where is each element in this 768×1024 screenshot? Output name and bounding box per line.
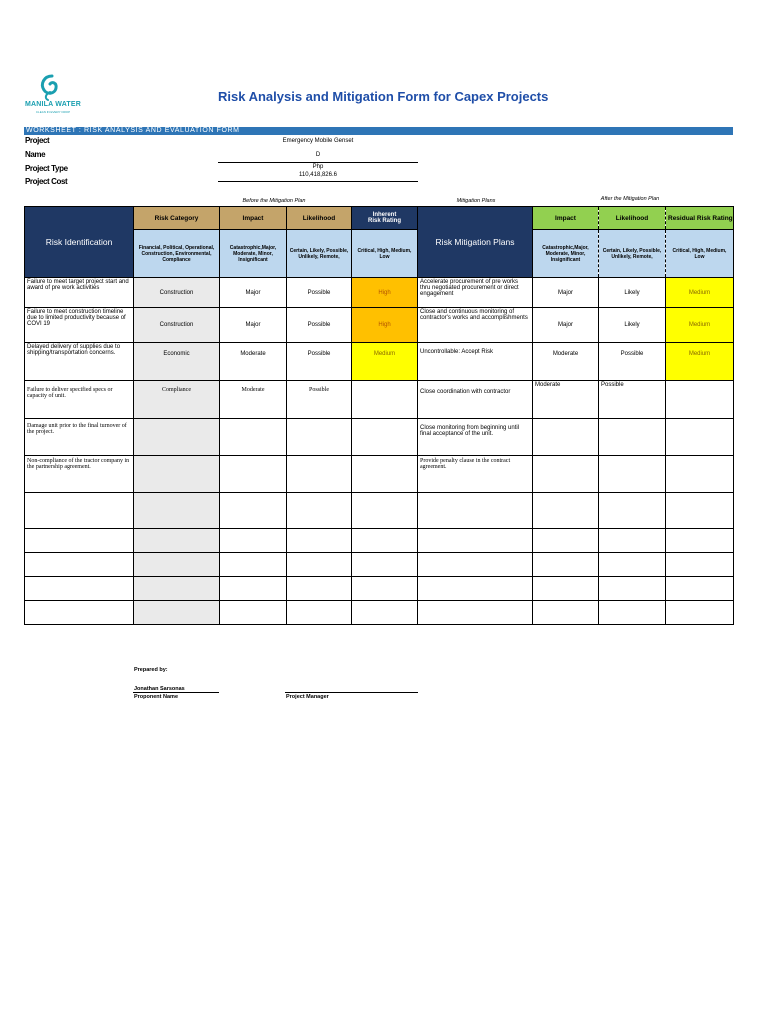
likelihood-cell[interactable]: Possible: [287, 381, 352, 419]
mitigation-plan-cell[interactable]: Uncontrollable: Accept Risk: [418, 343, 533, 381]
empty-cell[interactable]: [666, 529, 734, 553]
inherent-rating-cell[interactable]: [352, 419, 418, 456]
manager-signature-line: [285, 692, 418, 693]
empty-cell[interactable]: [220, 529, 287, 553]
empty-cell[interactable]: [599, 577, 666, 601]
name-value: D: [315, 152, 321, 158]
likelihood-after-cell[interactable]: Possible: [599, 381, 666, 419]
likelihood-after-cell[interactable]: Likely: [599, 278, 666, 308]
desc-residual-rating: Critical, High, Medium, Low: [666, 230, 734, 278]
likelihood-after-cell[interactable]: Possible: [599, 343, 666, 381]
risk-cell[interactable]: Failure to deliver specified specs or capacity of unit.: [25, 381, 134, 419]
header-impact: Impact: [220, 207, 287, 230]
table-row: [25, 278, 734, 308]
header-likelihood: Likelihood: [287, 207, 352, 230]
project-value: Emergency Mobile Genset: [282, 138, 354, 144]
impact-after-cell[interactable]: Moderate: [533, 381, 599, 419]
risk-cell[interactable]: Failure to meet target project start and award of pre work activities: [25, 278, 134, 308]
desc-impact: Catastrophic,Major, Moderate, Minor, Insignificant: [220, 230, 287, 278]
empty-cell[interactable]: [533, 553, 599, 577]
empty-cell[interactable]: [134, 553, 220, 577]
residual-rating-cell[interactable]: Medium: [666, 278, 734, 308]
likelihood-cell[interactable]: Possible: [287, 308, 352, 343]
empty-cell[interactable]: [418, 529, 533, 553]
empty-cell[interactable]: [599, 493, 666, 529]
proponent-label: Proponent Name: [134, 694, 179, 700]
empty-cell[interactable]: [134, 577, 220, 601]
empty-row: [25, 493, 734, 529]
worksheet-bar: WORKSHEET : RISK ANALYSIS AND EVALUATION FORM: [24, 127, 733, 135]
category-cell[interactable]: Compliance: [134, 381, 220, 419]
empty-cell[interactable]: [134, 493, 220, 529]
inherent-line2: Risk Rating: [367, 218, 401, 224]
cost-underline: [218, 181, 418, 182]
empty-cell[interactable]: [533, 493, 599, 529]
empty-cell[interactable]: [25, 493, 134, 529]
empty-cell[interactable]: [25, 529, 134, 553]
empty-cell[interactable]: [287, 601, 352, 625]
inherent-rating-cell[interactable]: High: [352, 308, 418, 343]
header-residual-risk-rating: Residual Risk Rating: [666, 207, 734, 230]
project-type-label: Project Type: [25, 164, 68, 173]
caption-after: After the Mitigation Plan: [600, 196, 660, 202]
category-cell[interactable]: [134, 419, 220, 456]
empty-cell[interactable]: [25, 601, 134, 625]
empty-cell[interactable]: [352, 577, 418, 601]
empty-cell[interactable]: [599, 553, 666, 577]
inherent-rating-cell[interactable]: High: [352, 278, 418, 308]
project-type-value: Php: [312, 164, 324, 170]
header-risk-identification: Risk Identification: [25, 207, 134, 278]
inherent-line1: Inherent: [372, 212, 397, 218]
empty-row: [25, 601, 734, 625]
name-label: Name: [25, 150, 46, 159]
table-row: [25, 381, 734, 419]
category-cell[interactable]: Economic: [134, 343, 220, 381]
risk-cell[interactable]: Damage unit prior to the final turnover of the project.: [25, 419, 134, 456]
empty-cell[interactable]: [287, 577, 352, 601]
empty-cell[interactable]: [352, 601, 418, 625]
empty-cell[interactable]: [220, 601, 287, 625]
empty-cell[interactable]: [287, 529, 352, 553]
empty-row: [25, 577, 734, 601]
impact-cell[interactable]: Major: [220, 278, 287, 308]
table-row: [25, 308, 734, 343]
inherent-rating-cell[interactable]: Medium: [352, 343, 418, 381]
likelihood-after-cell[interactable]: Likely: [599, 308, 666, 343]
project-label: Project: [25, 136, 50, 145]
empty-row: [25, 529, 734, 553]
empty-cell[interactable]: [533, 577, 599, 601]
empty-row: [25, 553, 734, 577]
empty-cell[interactable]: [599, 529, 666, 553]
impact-cell[interactable]: [220, 419, 287, 456]
project-cost-value: 110,418,826.6: [299, 172, 337, 178]
mitigation-plan-cell[interactable]: Close coordination with contractor: [418, 381, 533, 419]
residual-rating-cell[interactable]: Medium: [666, 343, 734, 381]
proponent-name[interactable]: Jonathan Sarsonas: [134, 686, 185, 692]
empty-cell[interactable]: [599, 601, 666, 625]
residual-rating-cell[interactable]: [666, 456, 734, 493]
empty-cell[interactable]: [666, 553, 734, 577]
impact-after-cell[interactable]: Major: [533, 278, 599, 308]
empty-cell[interactable]: [666, 577, 734, 601]
impact-cell[interactable]: Moderate: [220, 343, 287, 381]
inherent-rating-cell[interactable]: [352, 381, 418, 419]
likelihood-after-cell[interactable]: [599, 456, 666, 493]
desc-risk-category: Financial, Political, Operational, Construction, Environmental, Compliance: [134, 230, 220, 278]
residual-rating-cell[interactable]: [666, 419, 734, 456]
logo-name: MANILA WATER: [24, 101, 82, 108]
risk-cell[interactable]: Non-compliance of the tractor company in the partnership agreement.: [25, 456, 134, 493]
empty-cell[interactable]: [287, 493, 352, 529]
risk-cell[interactable]: Failure to meet construction timeline due to limited productivity because of COVI 19: [25, 308, 134, 343]
empty-cell[interactable]: [220, 553, 287, 577]
empty-cell[interactable]: [352, 553, 418, 577]
category-cell[interactable]: Construction: [134, 278, 220, 308]
header-risk-category: Risk Category: [134, 207, 220, 230]
name-underline: [218, 162, 418, 163]
likelihood-cell[interactable]: Possible: [287, 278, 352, 308]
header-likelihood-after: Likelihood: [599, 207, 666, 230]
empty-cell[interactable]: [25, 553, 134, 577]
desc-likelihood: Certain, Likely, Possible, Unlikely, Remote,: [287, 230, 352, 278]
empty-cell[interactable]: [418, 577, 533, 601]
mitigation-plan-cell[interactable]: Close monitoring from beginning until final acceptance of the unit.: [418, 419, 533, 456]
empty-cell[interactable]: [533, 601, 599, 625]
empty-cell[interactable]: [418, 601, 533, 625]
empty-cell[interactable]: [134, 601, 220, 625]
empty-cell[interactable]: [418, 553, 533, 577]
caption-before: Before the Mitigation Plan: [242, 198, 306, 204]
impact-after-cell[interactable]: Moderate: [533, 343, 599, 381]
impact-after-cell[interactable]: [533, 419, 599, 456]
risk-table: [24, 206, 734, 625]
mitigation-plan-cell[interactable]: Close and continuous monitoring of contractor's works and accomplishments: [418, 308, 533, 343]
empty-cell[interactable]: [352, 529, 418, 553]
category-cell[interactable]: Construction: [134, 308, 220, 343]
desc-likelihood-after: Certain, Likely, Possible, Unlikely, Remote,: [599, 230, 666, 278]
page-title: Risk Analysis and Mitigation Form for Capex Projects: [218, 89, 549, 104]
empty-cell[interactable]: [134, 529, 220, 553]
prepared-by-label: Prepared by:: [134, 667, 168, 673]
table-row: [25, 343, 734, 381]
impact-cell[interactable]: [220, 456, 287, 493]
empty-cell[interactable]: [25, 577, 134, 601]
mitigation-plan-cell[interactable]: Accelerate procurement of pre works thru negotiated procurement or direct engagement: [418, 278, 533, 308]
risk-cell[interactable]: Delayed delivery of supplies due to shipping/transportation concerns.: [25, 343, 134, 381]
impact-after-cell[interactable]: Major: [533, 308, 599, 343]
residual-rating-cell[interactable]: [666, 381, 734, 419]
table-row: [25, 419, 734, 456]
header-inherent-risk-rating: [352, 207, 418, 230]
impact-after-cell[interactable]: [533, 456, 599, 493]
inherent-rating-cell[interactable]: [352, 456, 418, 493]
likelihood-cell[interactable]: Possible: [287, 343, 352, 381]
category-cell[interactable]: [134, 456, 220, 493]
empty-cell[interactable]: [418, 493, 533, 529]
mitigation-plan-cell[interactable]: Provide penalty clause in the contract agreement.: [418, 456, 533, 493]
likelihood-cell[interactable]: [287, 456, 352, 493]
empty-cell[interactable]: [220, 493, 287, 529]
empty-cell[interactable]: [352, 493, 418, 529]
header-impact-after: Impact: [533, 207, 599, 230]
empty-cell[interactable]: [287, 553, 352, 577]
proponent-signature-line: [133, 692, 219, 693]
desc-inherent-rating: Critical, High, Medium, Low: [352, 230, 418, 278]
empty-cell[interactable]: [220, 577, 287, 601]
caption-plans: Mitigation Plans: [456, 198, 496, 204]
empty-cell[interactable]: [666, 601, 734, 625]
empty-cell[interactable]: [666, 493, 734, 529]
likelihood-cell[interactable]: [287, 419, 352, 456]
header-mitigation-plans: Risk Mitigation Plans: [418, 207, 533, 278]
project-cost-label: Project Cost: [25, 177, 68, 186]
logo-tagline: CLEAN IN EVERY DROP: [35, 110, 71, 114]
residual-rating-cell[interactable]: Medium: [666, 308, 734, 343]
empty-cell[interactable]: [533, 529, 599, 553]
project-manager-label: Project Manager: [286, 694, 329, 700]
impact-cell[interactable]: Major: [220, 308, 287, 343]
impact-cell[interactable]: Moderate: [220, 381, 287, 419]
desc-impact-after: Catastrophic,Major, Moderate, Minor, Insignificant: [533, 230, 599, 278]
table-row: [25, 456, 734, 493]
likelihood-after-cell[interactable]: [599, 419, 666, 456]
